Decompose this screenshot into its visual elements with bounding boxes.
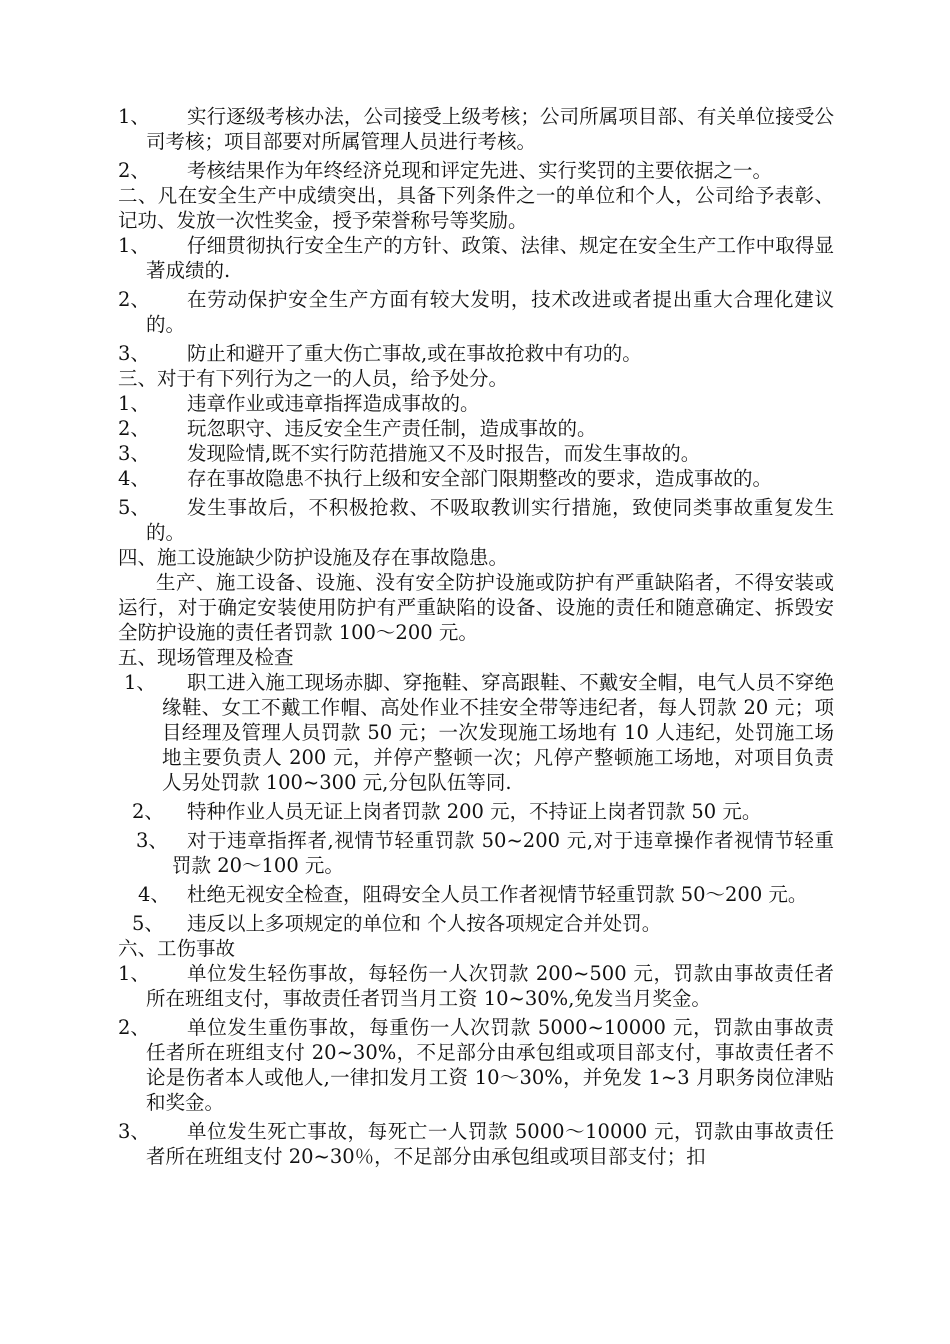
item-text: 单位发生轻伤事故，每轻伤一人次罚款 200~500 元，罚款由事故责任者所在班组支付，事故责任者罚当月工资 10~30%,免发当月奖金。 [146, 962, 834, 1010]
item-number: 5、 [118, 496, 150, 519]
item-text: 发生事故后，不积极抢救、不吸取教训实行措施，致使同类事故重复发生的。 [146, 496, 834, 544]
list-item [118, 233, 834, 283]
item-number: 2、 [132, 800, 164, 823]
list-item [118, 287, 834, 337]
item-number: 3、 [118, 442, 150, 465]
item-text: 单位发生死亡事故，每死亡一人罚款 5000～10000 元，罚款由事故责任者所在班组支付 20~30％，不足部分由承包组或项目部支付；扣 [146, 1120, 834, 1168]
item-text: 违章作业或违章指挥造成事故的。 [187, 392, 480, 415]
item-number: 1、 [118, 962, 150, 985]
item-text: 仔细贯彻执行安全生产的方针、政策、法律、规定在安全生产工作中取得显著成绩的. [146, 234, 834, 282]
section-heading-2: 二、凡在安全生产中成绩突出，具备下列条件之一的单位和个人，公司给予表彰、记功、发放一次性奖金，授予荣誉称号等奖励。 [118, 184, 834, 232]
item-text: 考核结果作为年终经济兑现和评定先进、实行奖罚的主要依据之一。 [187, 159, 773, 182]
item-number: 2、 [118, 159, 150, 182]
list-item [118, 961, 834, 1011]
item-text: 职工进入施工现场赤脚、穿拖鞋、穿高跟鞋、不戴安全帽，电气人员不穿绝缘鞋、女工不戴工作帽、高处作业不挂安全带等违纪者，每人罚款 20 元；项目经理及管理人员罚款 50 元；一次发现施工场地有 10 人违纪，处罚施工场地主要负责人 200 元，并停产整顿一次；凡停产整顿施工场地，对项目负责人另处罚款 100~300 元,分包队伍等同. [162, 671, 834, 794]
section-heading-6: 六、工伤事故 [118, 937, 236, 960]
list-item [118, 341, 834, 366]
item-number: 4、 [118, 467, 150, 490]
list-item [118, 828, 834, 878]
item-number: 2、 [118, 417, 150, 440]
item-text: 特种作业人员无证上岗者罚款 200 元，不持证上岗者罚款 50 元。 [187, 800, 762, 823]
item-text: 对于违章指挥者,视情节轻重罚款 50~200 元,对于违章操作者视情节轻重罚款 20～100 元。 [172, 829, 834, 877]
item-number: 1、 [124, 671, 156, 694]
list-item [118, 1015, 834, 1115]
item-number: 5、 [132, 912, 164, 935]
section-heading-4: 四、施工设施缺少防护设施及存在事故隐患。 [118, 546, 509, 569]
list-item [118, 466, 834, 491]
item-text: 在劳动保护安全生产方面有较大发明，技术改进或者提出重大合理化建议的。 [146, 288, 834, 336]
list-item [118, 670, 834, 795]
list-item [118, 416, 834, 441]
list-item [118, 495, 834, 545]
item-number: 3、 [136, 829, 168, 852]
list-item [118, 104, 834, 154]
item-text: 单位发生重伤事故，每重伤一人次罚款 5000~10000 元，罚款由事故责任者所在班组支付 20~30%，不足部分由承包组或项目部支付，事故责任者不论是伤者本人或他人,一律扣发月工资 10～30%，并免发 1~3 月职务岗位津贴和奖金。 [146, 1016, 834, 1114]
section-heading-3: 三、对于有下列行为之一的人员，给予处分。 [118, 367, 509, 390]
item-number: 4、 [138, 883, 170, 906]
item-number: 2、 [118, 288, 150, 311]
list-item [118, 391, 834, 416]
item-number: 1、 [118, 105, 150, 128]
list-item [118, 911, 834, 936]
item-number: 2、 [118, 1016, 150, 1039]
item-number: 3、 [118, 1120, 150, 1143]
item-text: 违反以上多项规定的单位和 个人按各项规定合并处罚。 [187, 912, 662, 935]
document-page [118, 104, 834, 1169]
list-item [118, 799, 834, 824]
item-number: 1、 [118, 234, 150, 257]
item-text: 发现险情,既不实行防范措施又不及时报告，而发生事故的。 [187, 442, 701, 465]
item-number: 1、 [118, 392, 150, 415]
section-heading-5: 五、现场管理及检查 [118, 646, 294, 669]
item-text: 实行逐级考核办法，公司接受上级考核；公司所属项目部、有关单位接受公司考核；项目部要对所属管理人员进行考核。 [146, 105, 834, 153]
list-item [118, 441, 834, 466]
section-4-paragraph: 生产、施工设备、设施、没有安全防护设施或防护有严重缺陷者，不得安装或运行，对于确定安装使用防护有严重缺陷的设备、设施的责任和随意确定、拆毁安全防护设施的责任者罚款 100～200 元。 [118, 571, 834, 644]
item-text: 杜绝无视安全检查，阻碍安全人员工作者视情节轻重罚款 50～200 元。 [187, 883, 808, 906]
list-item [118, 158, 834, 183]
item-text: 防止和避开了重大伤亡事故,或在事故抢救中有功的。 [187, 342, 642, 365]
item-number: 3、 [118, 342, 150, 365]
list-item [118, 882, 834, 907]
list-item [118, 1119, 834, 1169]
item-text: 存在事故隐患不执行上级和安全部门限期整改的要求，造成事故的。 [187, 467, 773, 490]
item-text: 玩忽职守、违反安全生产责任制，造成事故的。 [187, 417, 597, 440]
